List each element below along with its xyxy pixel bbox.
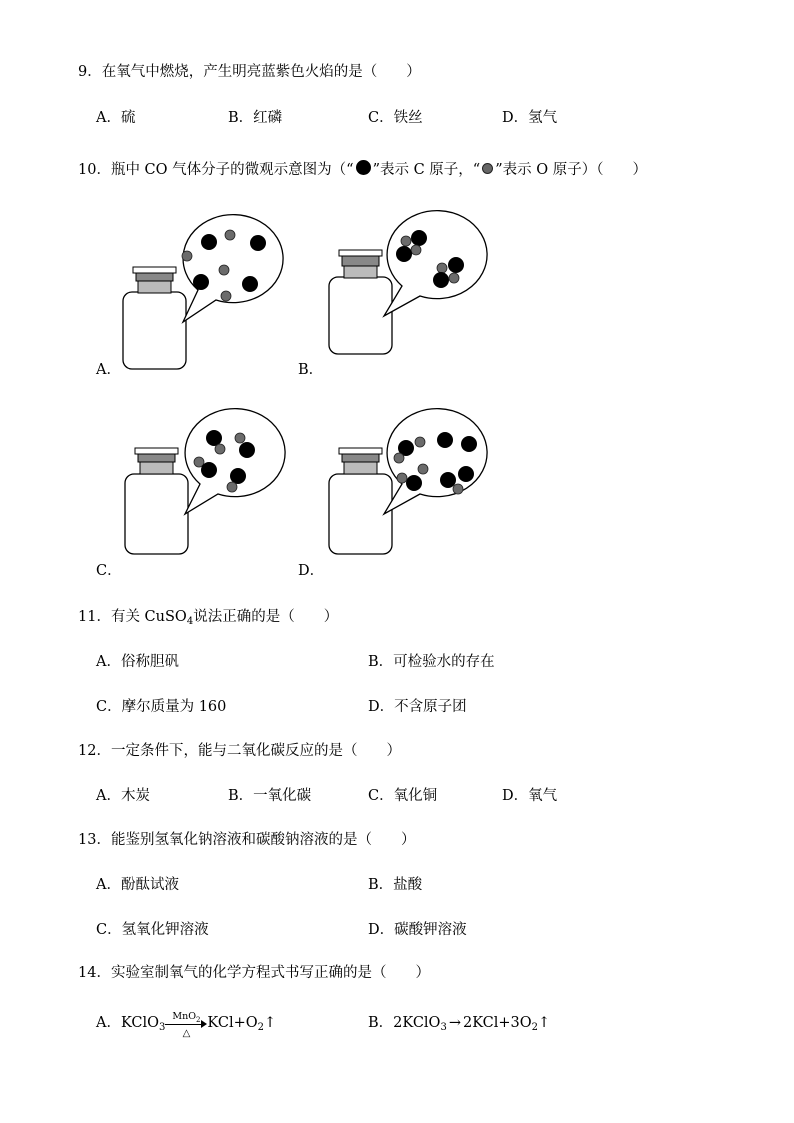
jar-figure-a (120, 218, 290, 373)
q10-option-a[interactable]: A． (96, 362, 121, 378)
carbon-atom-icon (356, 160, 371, 175)
catalyst-text: MnO (172, 1011, 196, 1022)
q13-option-d[interactable]: D．碳酸钾溶液 (368, 922, 467, 938)
q13-stem: 13．能鉴别氢氧化钠溶液和碳酸钠溶液的是（ ） (78, 832, 416, 848)
jar-figure-c (122, 414, 292, 569)
q9-option-b[interactable]: B．红磷 (228, 110, 283, 126)
jar-icon (125, 448, 188, 554)
q12-option-d[interactable]: D．氧气 (502, 788, 558, 804)
speech-bubble (182, 215, 283, 322)
q14-a-product: KCl+O (207, 1015, 258, 1031)
q14-b-reactant-subscript: 3 (440, 1022, 447, 1033)
q10-option-c[interactable]: C． (96, 563, 122, 579)
jar-icon (329, 448, 392, 554)
q11-stem-prefix: 11．有关 CuSO (78, 609, 187, 625)
q13-option-b[interactable]: B．盐酸 (368, 877, 423, 893)
q10-option-b[interactable]: B． (298, 362, 324, 378)
q14-stem: 14．实验室制氧气的化学方程式书写正确的是（ ） (78, 965, 430, 981)
speech-bubble (384, 409, 487, 514)
jar-figure-d (326, 412, 496, 567)
q10-stem-part3: ”表示 O 原子）（ ） (495, 162, 647, 178)
q14-b-product-subscript: 2 (531, 1022, 539, 1033)
q9-stem: 9．在氧气中燃烧，产生明亮蓝紫色火焰的是（ ） (78, 64, 421, 80)
q14-a-product-subscript: 2 (257, 1022, 265, 1033)
q10-stem (78, 160, 647, 180)
oxygen-atom-icon (482, 163, 493, 174)
q14-option-b[interactable] (368, 1013, 550, 1033)
q12-option-b[interactable]: B．一氧化碳 (228, 788, 312, 804)
q13-option-c[interactable]: C．氢氧化钾溶液 (96, 922, 209, 938)
q11-stem-suffix: 说法正确的是（ ） (193, 609, 339, 625)
q11-option-d[interactable]: D．不含原子团 (368, 699, 467, 715)
q13-option-a[interactable]: A．酚酞试液 (96, 877, 179, 893)
jar-icon (329, 250, 392, 354)
q9-option-d[interactable]: D．氢气 (502, 110, 558, 126)
q10-stem-part1: 10．瓶中 CO 气体分子的微观示意图为（“ (78, 162, 354, 178)
catalyst-subscript: 2 (196, 1016, 201, 1024)
q12-option-c[interactable]: C．氧化铜 (368, 788, 438, 804)
q11-option-a[interactable]: A．俗称胆矾 (96, 654, 179, 670)
gas-arrow-icon: ↑ (264, 1015, 277, 1031)
q11-option-b[interactable]: B．可检验水的存在 (368, 654, 495, 670)
reaction-arrow-icon (165, 1011, 207, 1039)
q14-b-reactant: B．2KClO (368, 1015, 441, 1031)
speech-bubble (185, 409, 285, 514)
gas-arrow-icon: ↑ (538, 1015, 551, 1031)
q11-stem-subscript: 4 (186, 616, 194, 627)
q12-option-a[interactable]: A．木炭 (96, 788, 150, 804)
speech-bubble (384, 211, 487, 316)
q10-option-d[interactable]: D． (298, 563, 325, 579)
q14-option-a[interactable] (96, 1011, 277, 1039)
q11-option-c[interactable]: C．摩尔质量为 160 (96, 699, 227, 715)
jar-icon (123, 267, 186, 369)
q14-b-product: 2KCl+3O (462, 1015, 532, 1031)
q9-option-c[interactable]: C．铁丝 (368, 110, 423, 126)
jar-figure-b (326, 212, 496, 367)
q14-a-reactant: A．KClO (96, 1015, 160, 1031)
q10-stem-part2: ”表示 C 原子，“ (372, 162, 481, 178)
heat-condition: △ (182, 1028, 191, 1039)
q11-stem (78, 607, 338, 627)
q12-stem: 12．一定条件下，能与二氧化碳反应的是（ ） (78, 743, 401, 759)
reaction-arrow-icon: → (448, 1015, 461, 1031)
q9-option-a[interactable]: A．硫 (96, 110, 136, 126)
q14-a-reactant-subscript: 3 (159, 1022, 166, 1033)
